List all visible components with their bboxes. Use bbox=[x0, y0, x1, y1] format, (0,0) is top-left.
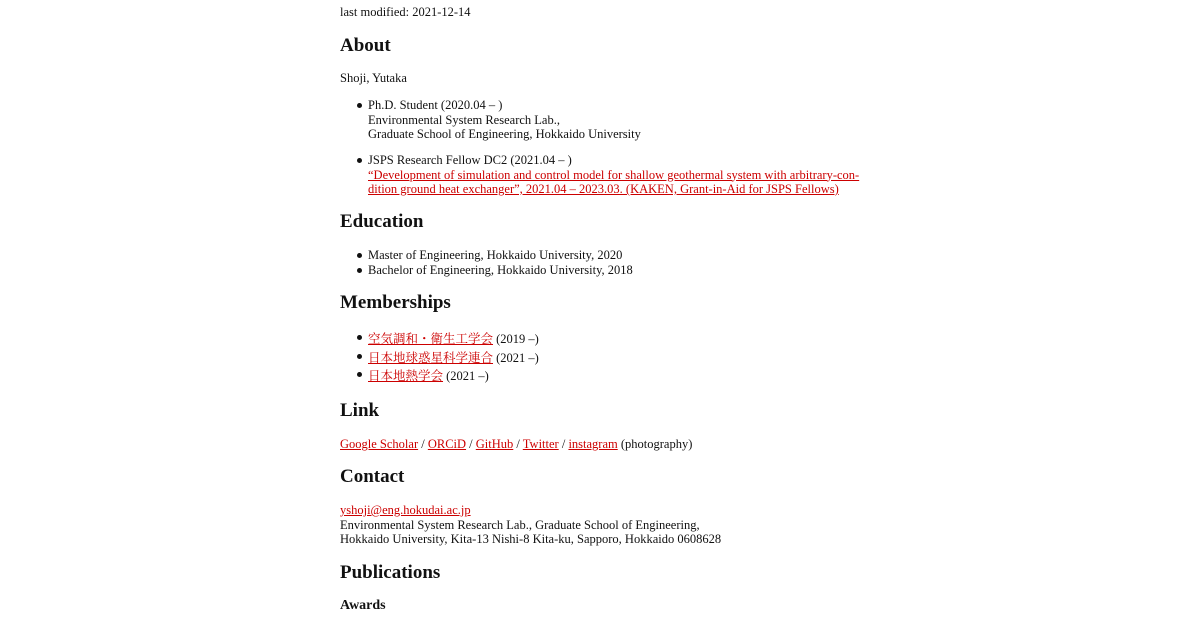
instagram-link[interactable]: instagram bbox=[568, 437, 618, 451]
list-item: Bachelor of Engineering, Hokkaido University, 2018 bbox=[340, 263, 880, 278]
kaken-link-line1: “Development of simulation and control model for shallow geothermal system with arbitrary-con- bbox=[368, 167, 860, 182]
fellowship-list bbox=[340, 153, 880, 197]
education-list bbox=[340, 248, 880, 277]
link-heading: Link bbox=[340, 400, 380, 421]
memberships-list bbox=[340, 330, 880, 386]
list-item bbox=[340, 153, 880, 197]
link-separator: / bbox=[466, 437, 476, 451]
about-list bbox=[340, 98, 880, 142]
membership-period: (2021 –) bbox=[493, 350, 539, 365]
link-separator: / bbox=[418, 437, 428, 451]
membership-period: (2021 –) bbox=[443, 369, 489, 383]
list-item bbox=[340, 98, 880, 142]
list-item bbox=[340, 367, 880, 386]
contact-block bbox=[340, 503, 721, 547]
phd-status: Ph.D. Student (2020.04 – ) bbox=[368, 98, 503, 112]
membership-link-jpgu[interactable]: 日本地球惑星科学連合 bbox=[368, 350, 494, 365]
memberships-heading: Memberships bbox=[340, 292, 451, 313]
twitter-link[interactable]: Twitter bbox=[522, 437, 559, 451]
publications-heading: Publications bbox=[340, 562, 441, 583]
address-line: Environmental System Research Lab., Graduate School of Engineering, bbox=[340, 517, 700, 532]
github-link[interactable]: GitHub bbox=[475, 437, 514, 451]
kaken-link-line2: dition ground heat exchanger”, 2021.04 – 2023.03. (KAKEN, Grant-in-Aid for JSPS Fellows) bbox=[368, 182, 839, 196]
email-link[interactable]: yshoji@eng.hokudai.ac.jp bbox=[340, 503, 471, 517]
education-heading: Education bbox=[340, 211, 424, 232]
orcid-link[interactable]: ORCiD bbox=[427, 437, 467, 451]
google-scholar-link[interactable]: Google Scholar bbox=[340, 437, 419, 451]
membership-period: (2019 –) bbox=[493, 332, 539, 346]
contact-heading: Contact bbox=[340, 466, 405, 487]
author-name: Shoji, Yutaka bbox=[340, 71, 407, 85]
link-separator: / bbox=[558, 437, 569, 451]
lab-name: Environmental System Research Lab., bbox=[368, 112, 560, 127]
membership-link-grsj[interactable]: 日本地熱学会 bbox=[368, 369, 444, 383]
link-separator: / bbox=[513, 437, 523, 451]
fellowship-title: JSPS Research Fellow DC2 (2021.04 – ) bbox=[368, 153, 572, 167]
last-modified: last modified: 2021-12-14 bbox=[340, 5, 471, 19]
awards-heading: Awards bbox=[340, 598, 386, 613]
list-item: Master of Engineering, Hokkaido University, 2020 bbox=[340, 248, 880, 263]
about-heading: About bbox=[340, 35, 391, 56]
list-item bbox=[340, 330, 880, 349]
school-name: Graduate School of Engineering, Hokkaido University bbox=[368, 127, 641, 141]
address-line: Hokkaido University, Kita-13 Nishi-8 Kita-ku, Sapporo, Hokkaido 0608628 bbox=[340, 532, 722, 546]
link-row bbox=[340, 437, 692, 452]
kaken-project-link[interactable] bbox=[368, 168, 880, 197]
membership-link-shase[interactable]: 空気調和・衛生工学会 bbox=[368, 332, 494, 346]
list-item bbox=[340, 349, 880, 368]
instagram-note: (photography) bbox=[617, 437, 693, 451]
